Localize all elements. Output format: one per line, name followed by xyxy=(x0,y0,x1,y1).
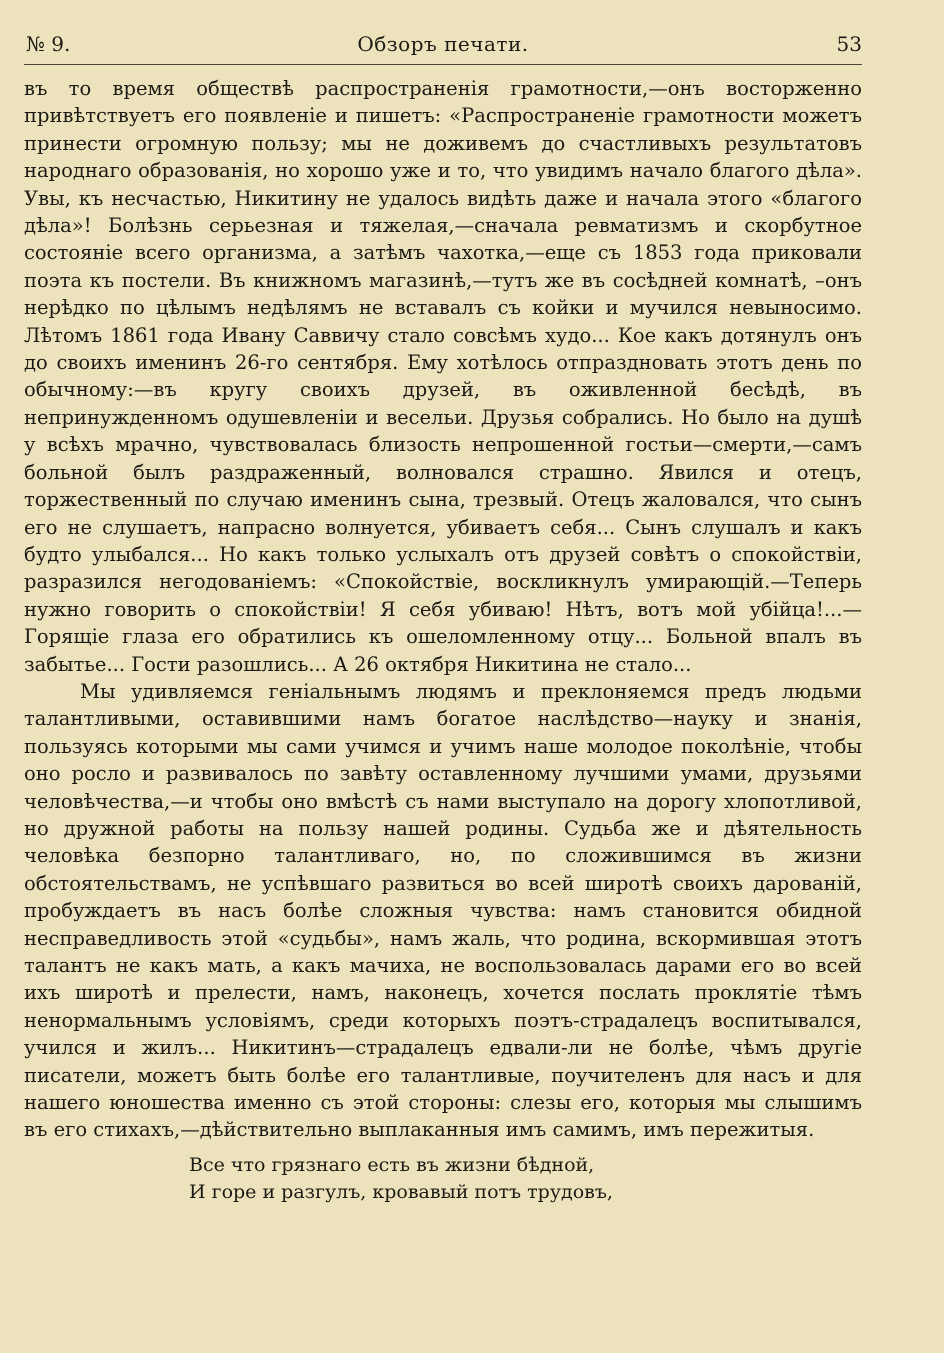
running-header xyxy=(24,24,862,65)
paragraph: Мы удивляемся геніальнымъ людямъ и преклоняемся предъ людьми талантливыми, оставившими намъ богатое наслѣдство—науку и знанія, пользуясь которыми мы сами учимся и учимъ наше молодое поколѣніе, чтобы оно росло и развивалось по завѣту оставленному лучшими умами, друзьями человѣчества,—и чтобы оно вмѣстѣ съ нами выступало на дорогу хлопотливой, но дружной работы на пользу нашей родины. Судьба же и дѣятельность человѣка безпорно талантливаго, но, по сложившимся въ жизни обстоятельствамъ, не успѣвшаго развиться во всей широтѣ своихъ дарованій, пробуждаетъ въ насъ болѣе сложныя чувства: намъ становится обидной несправедливость этой «судьбы», намъ жаль, что родина, вскормившая этотъ талантъ не какъ мать, а какъ мачиха, не воспользовалась дарами его во всей ихъ широтѣ и прелести, намъ, наконецъ, хочется послать проклятіе тѣмъ ненормальнымъ условіямъ, среди которыхъ поэтъ-страдалецъ воспитывался, учился и жилъ... Никитинъ—страдалецъ едвали-ли не болѣе, чѣмъ другіе писатели, можетъ быть болѣе его талантливые, поучителенъ для насъ и для нашего юношества именно съ этой стороны: слезы его, которыя мы слышимъ въ его стихахъ,—дѣйствительно выплаканныя имъ самимъ, имъ пережитыя. xyxy=(24,679,862,1142)
issue-number: № 9. xyxy=(26,32,71,56)
poem-line: И горе и разгулъ, кровавый потъ трудовъ, xyxy=(189,1180,613,1203)
poem-line: Все что грязнаго есть въ жизни бѣдной, xyxy=(189,1153,595,1176)
poem-quote xyxy=(189,1152,862,1206)
section-title: Обзоръ печати. xyxy=(357,32,529,56)
page-body xyxy=(24,75,862,1206)
paragraph-continued: въ то время обществѣ распространенія грамотности,—онъ восторженно привѣтствуетъ его появленіе и пишетъ: «Распространеніе грамотности можетъ принести огромную пользу; мы не доживемъ до счастливыхъ результатовъ народнаго образованія, но хорошо уже и то, что увидимъ начало благого дѣла». Увы, къ несчастью, Никитину не удалось видѣть даже и начала этого «благого дѣла»! Болѣзнь серьезная и тяжелая,—сначала ревматизмъ и скорбутное состояніе всего организма, а затѣмъ чахотка,—еще съ 1853 года приковали поэта къ постели. Въ книжномъ магазинѣ,—тутъ же въ сосѣдней комнатѣ, –онъ нерѣдко по цѣлымъ недѣлямъ не вставалъ съ койки и мучился невыносимо. Лѣтомъ 1861 года Ивану Саввичу стало совсѣмъ худо... Кое какъ дотянулъ онъ до своихъ именинъ 26-го сентября. Ему хотѣлось отпраздновать этотъ день по обычному:—въ кругу своихъ друзей, въ оживленной бесѣдѣ, въ непринужденномъ одушевленіи и весельи. Друзья собрались. Но было на душѣ у всѣхъ мрачно, чувствовалась близость непрошенной гостьи—смерти,—самъ больной былъ раздраженный, волновался страшно. Явился и отецъ, торжественный по случаю именинъ сына, трезвый. Отецъ жаловался, что сынъ его не слушаетъ, напрасно волнуется, убиваетъ себя... Сынъ слушалъ и какъ будто улыбался... Но какъ только услыхалъ отъ друзей совѣтъ о спокойствіи, разразился негодованіемъ: «Спокойствіе, воскликнулъ умирающій.—Теперь нужно говорить о спокойствіи! Я себя убиваю! Нѣтъ, вотъ мой убійца!...—Горящіе глаза его обратились къ ошеломленному отцу... Больной впалъ въ забытье... Гости разошлись... А 26 октября Никитина не стало... xyxy=(24,77,862,676)
page-number: 53 xyxy=(836,32,862,56)
